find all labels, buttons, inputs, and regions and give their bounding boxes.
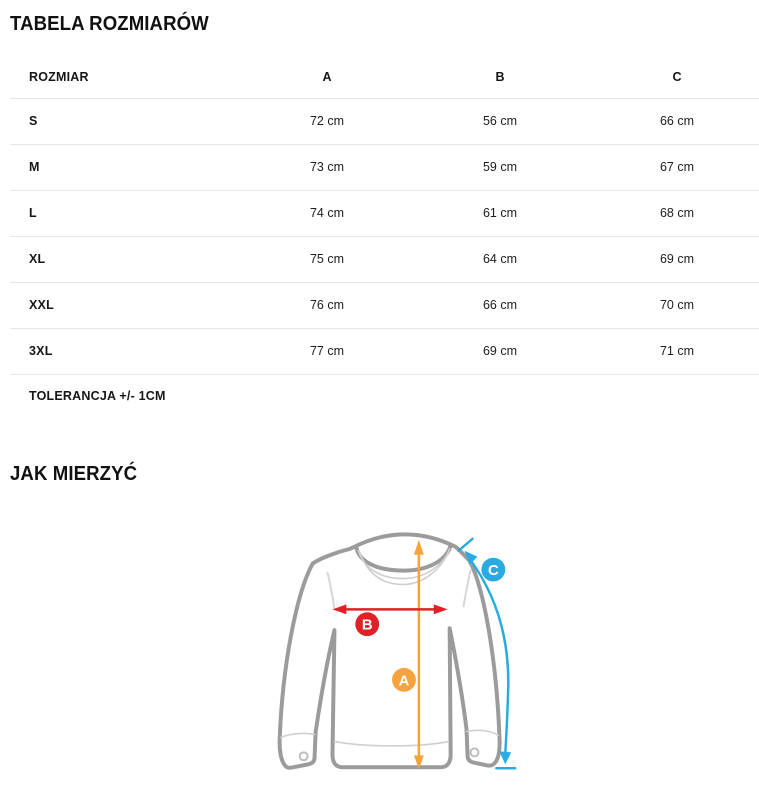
size-table	[10, 57, 759, 417]
measure-c-badge-label: C	[487, 563, 499, 580]
value-cell-c: 66 cm	[659, 114, 695, 128]
size-cell: M	[29, 160, 40, 174]
size-cell: 3XL	[29, 344, 53, 358]
value-cell-c: 67 cm	[659, 160, 695, 174]
value-cell-a: 72 cm	[309, 114, 345, 128]
size-table-header-row	[10, 57, 759, 99]
measure-c-top-tick	[459, 539, 473, 551]
how-to-measure-title: JAK MIERZYĆ	[10, 463, 138, 485]
table-row	[10, 237, 759, 283]
value-cell-a: 73 cm	[309, 160, 345, 174]
table-row	[10, 145, 759, 191]
measurement-diagram	[270, 513, 530, 801]
value-cell-a: 75 cm	[309, 252, 345, 266]
measure-c-arrowhead-down	[499, 751, 511, 764]
value-cell-c: 71 cm	[659, 344, 695, 358]
column-header-rozmiar: ROZMIAR	[29, 70, 89, 84]
column-header-c: C	[672, 70, 682, 84]
value-cell-b: 59 cm	[482, 160, 518, 174]
value-cell-b: 69 cm	[482, 344, 518, 358]
value-cell-a: 77 cm	[309, 344, 345, 358]
size-cell: S	[29, 114, 38, 128]
table-row	[10, 283, 759, 329]
size-cell: XL	[29, 252, 46, 266]
size-cell: XXL	[29, 298, 54, 312]
tolerance-note: TOLERANCJA +/- 1CM	[29, 389, 166, 403]
value-cell-a: 76 cm	[309, 298, 345, 312]
value-cell-b: 66 cm	[482, 298, 518, 312]
sweatshirt-diagram-svg	[270, 513, 530, 801]
table-row	[10, 191, 759, 237]
table-row	[10, 329, 759, 375]
value-cell-b: 61 cm	[482, 206, 518, 220]
size-cell: L	[29, 206, 37, 220]
value-cell-c: 69 cm	[659, 252, 695, 266]
value-cell-b: 64 cm	[482, 252, 518, 266]
value-cell-c: 70 cm	[659, 298, 695, 312]
measure-b-badge-label: B	[361, 617, 373, 634]
table-row	[10, 99, 759, 145]
size-table-title: TABELA ROZMIARÓW	[10, 13, 209, 35]
value-cell-b: 56 cm	[482, 114, 518, 128]
value-cell-c: 68 cm	[659, 206, 695, 220]
value-cell-a: 74 cm	[309, 206, 345, 220]
measure-a-badge-label: A	[398, 673, 410, 690]
column-header-a: A	[322, 70, 332, 84]
column-header-b: B	[495, 70, 505, 84]
